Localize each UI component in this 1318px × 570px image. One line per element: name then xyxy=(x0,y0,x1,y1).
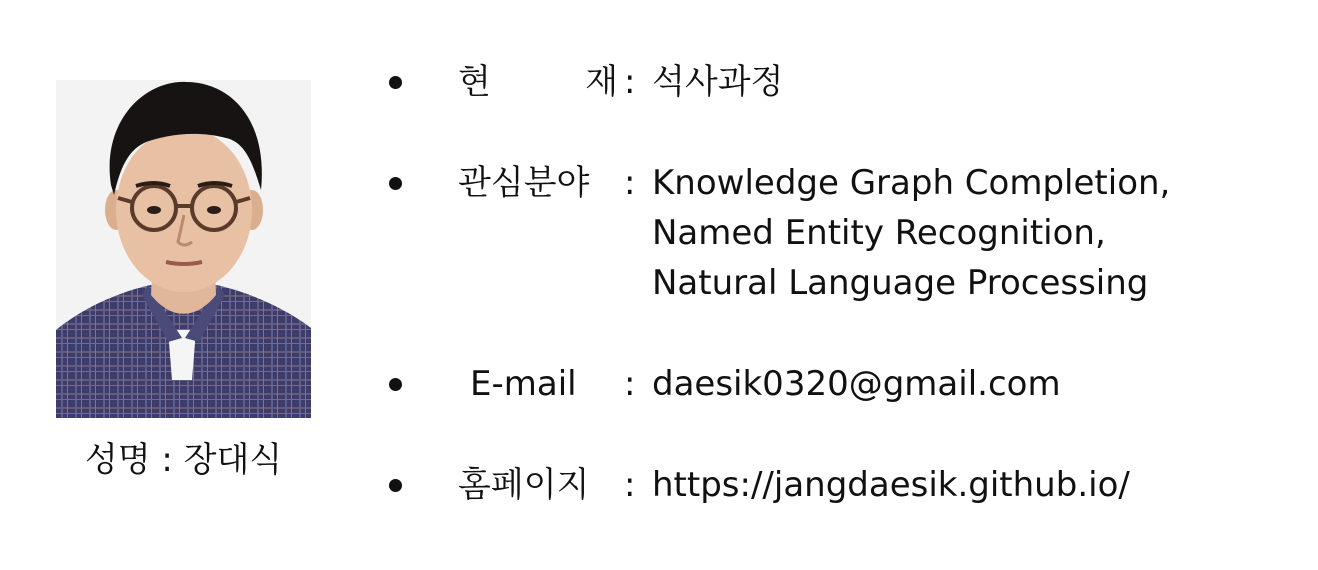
interest-item: Named Entity Recognition, xyxy=(652,213,1106,253)
homepage-colon: : xyxy=(624,465,636,505)
homepage-link[interactable]: https://jangdaesik.github.io/ xyxy=(652,465,1130,505)
bullet-icon xyxy=(389,177,402,190)
interest-item: Natural Language Processing xyxy=(652,263,1149,303)
email-link[interactable]: daesik0320@gmail.com xyxy=(652,364,1061,404)
email-colon: : xyxy=(624,364,636,404)
current-label xyxy=(458,62,618,102)
bullet-icon xyxy=(389,378,402,391)
current-colon: : xyxy=(624,62,636,102)
current-value: 석사과정 xyxy=(652,62,784,102)
info-row-interests xyxy=(0,163,1318,313)
info-row-homepage xyxy=(0,465,1318,515)
interest-item: Knowledge Graph Completion, xyxy=(652,163,1171,203)
info-row-email xyxy=(0,364,1318,414)
interests-label: 관심분야 xyxy=(458,163,590,203)
bullet-icon xyxy=(389,76,402,89)
bullet-icon xyxy=(389,479,402,492)
current-label-part2: 재 xyxy=(585,62,618,102)
interests-colon: : xyxy=(624,163,636,203)
current-label-part1: 현 xyxy=(458,62,491,102)
info-row-current xyxy=(0,62,1318,112)
email-label: E-mail xyxy=(470,364,577,404)
homepage-label: 홈페이지 xyxy=(458,465,590,505)
interests-list xyxy=(652,158,1170,308)
name-caption: 성명 : 장대식 xyxy=(84,440,283,480)
